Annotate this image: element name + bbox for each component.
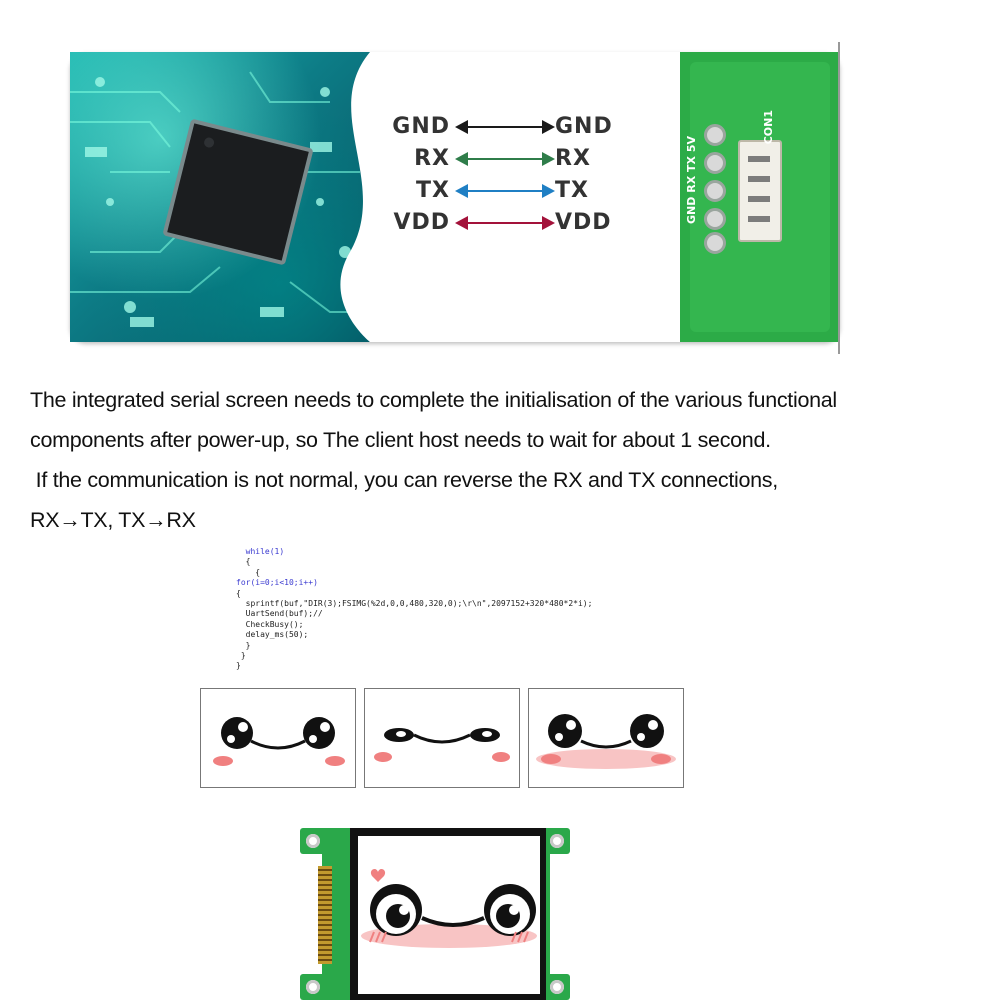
pad-tx (704, 180, 726, 202)
face-frame-2 (364, 688, 520, 788)
description-line-2: components after power-up, so The client host needs to wait for about 1 second. (30, 428, 771, 452)
code-line: } (236, 650, 246, 660)
wire-label-left: GND (392, 114, 450, 139)
code-line: delay_ms(50); (236, 630, 309, 640)
connector-pin (748, 176, 770, 182)
vertical-divider (838, 42, 840, 354)
wire-label-right: TX (555, 178, 589, 203)
code-line: { (236, 588, 241, 598)
code-line: sprintf(buf,"DIR(3);FSIMG(%2d,0,0,480,320,0);\r\n",2097152+320*480*2*i); (236, 598, 593, 608)
wire-row-vdd (370, 208, 670, 238)
description-line-4: RX→TX, TX→RX (30, 508, 196, 532)
face-eyes-open-icon (201, 689, 355, 787)
connector-pin (748, 156, 770, 162)
connector-pin (748, 216, 770, 222)
wire-label-right: RX (555, 146, 591, 171)
wire-label-right: GND (555, 114, 613, 139)
serial-screen-board (680, 52, 896, 342)
description-line-3: If the communication is not normal, you can reverse the RX and TX connections, (30, 468, 778, 492)
con2-label: CON2 (883, 264, 896, 299)
con1-label: CON1 (762, 110, 775, 145)
wiring-diagram (370, 112, 670, 292)
wire-row-rx (370, 144, 670, 174)
code-line: { (236, 567, 261, 577)
code-line: } (236, 640, 251, 650)
face-eyes-squint-icon (365, 689, 519, 787)
face-frame-1 (200, 688, 356, 788)
wire-label-left: VDD (393, 210, 450, 235)
code-snippet (236, 547, 676, 677)
wire-row-tx (370, 176, 670, 206)
lcd-face-icon (358, 836, 540, 994)
code-line: UartSend(buf);// (236, 609, 323, 619)
connector-pin (748, 196, 770, 202)
pad-rx (704, 152, 726, 174)
mount-hole-bottom-left (300, 974, 326, 1000)
double-arrow-icon (455, 149, 555, 169)
pad-5v (704, 208, 726, 230)
face-eyes-blush-icon (529, 689, 683, 787)
chip-pin1-dot (203, 136, 215, 148)
wiring-banner (70, 52, 896, 342)
double-arrow-icon (455, 117, 555, 137)
code-line: } (236, 661, 241, 671)
wire-row-gnd (370, 112, 670, 142)
wire-label-left: TX (416, 178, 450, 203)
face-frame-3 (528, 688, 684, 788)
pad-extra (704, 232, 726, 254)
mount-hole-top-right (544, 828, 570, 854)
pinout-label: GND RX TX 5V (685, 136, 698, 224)
code-line: for(i=0;i<10;i++) (236, 578, 318, 588)
lcd-module (300, 828, 570, 1000)
flex-cable (318, 866, 332, 964)
description-line-1: The integrated serial screen needs to complete the initialisation of the various functional (30, 388, 837, 412)
mount-hole-top-left (300, 828, 326, 854)
code-line: while(1) (236, 547, 285, 556)
jst-connector (738, 140, 782, 242)
double-arrow-icon (455, 213, 555, 233)
code-line: CheckBusy(); (236, 619, 304, 629)
lcd-screen (358, 836, 540, 994)
wire-label-right: VDD (555, 210, 612, 235)
code-line: { (236, 557, 251, 567)
double-arrow-icon (455, 181, 555, 201)
mount-hole-bottom-right (544, 974, 570, 1000)
pad-gnd (704, 124, 726, 146)
wire-label-left: RX (414, 146, 450, 171)
